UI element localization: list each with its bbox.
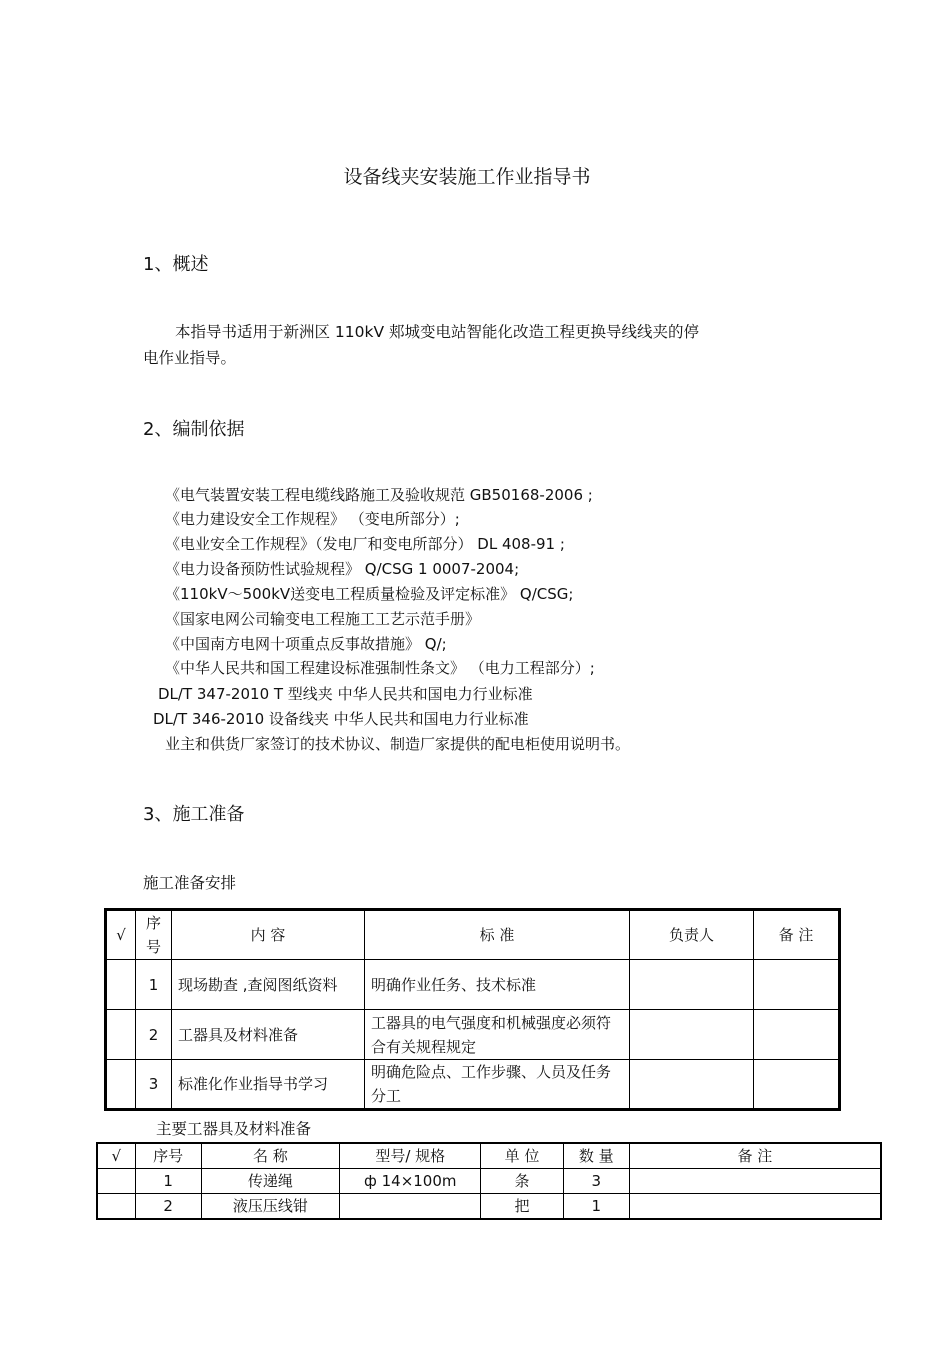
- table-row: [106, 1010, 840, 1060]
- cell-spec: [340, 1194, 481, 1220]
- cell-note: [629, 1194, 881, 1220]
- cell-standard: 明确作业任务、技术标准: [365, 960, 630, 1010]
- header-no: 序号: [135, 1143, 201, 1169]
- header-name: 名 称: [201, 1143, 339, 1169]
- reference-item: 《电业安全工作规程》（发电厂和变电所部分） DL 408-91 ;: [165, 535, 565, 553]
- cell-no: 3: [136, 1060, 172, 1110]
- cell-spec: ф 14×100m: [340, 1169, 481, 1194]
- cell-qty: 1: [563, 1194, 629, 1220]
- cell-name: 传递绳: [201, 1169, 339, 1194]
- table-header-row: [97, 1143, 881, 1169]
- cell-no: 1: [135, 1169, 201, 1194]
- reference-item: 《国家电网公司输变电工程施工工艺示范手册》: [165, 610, 481, 628]
- section-2-heading: 2、编制依据: [143, 419, 245, 440]
- cell-qty: 3: [563, 1169, 629, 1194]
- overview-line-2: 电作业指导。: [143, 349, 237, 367]
- header-no: 序号: [136, 910, 172, 960]
- reference-item: DL/T 346-2010 设备线夹 中华人民共和国电力行业标准: [153, 710, 529, 728]
- overview-line-1: 本指导书适用于新洲区 110kV 郏城变电站智能化改造工程更换导线线夹的停: [175, 323, 700, 341]
- construction-prep-table: [104, 908, 841, 1111]
- header-standard: 标 准: [365, 910, 630, 960]
- reference-item: 《电力设备预防性试验规程》 Q/CSG 1 0007-2004;: [165, 560, 520, 578]
- reference-item: 《电气装置安装工程电缆线路施工及验收规范 GB50168-2006 ;: [165, 486, 593, 504]
- header-check: √: [97, 1143, 135, 1169]
- header-spec: 型号/ 规格: [340, 1143, 481, 1169]
- reference-item: 《中华人民共和国工程建设标准强制性条文》 （电力工程部分）;: [165, 659, 595, 677]
- cell-check: [106, 960, 136, 1010]
- cell-name: 液压压线钳: [201, 1194, 339, 1220]
- cell-standard: 明确危险点、工作步骤、人员及任务分工: [365, 1060, 630, 1110]
- tools-materials-table: [96, 1142, 882, 1220]
- header-owner: 负责人: [630, 910, 754, 960]
- header-check: √: [106, 910, 136, 960]
- table2-caption: 主要工器具及材料准备: [156, 1120, 312, 1138]
- header-unit: 单 位: [481, 1143, 563, 1169]
- document-title: 设备线夹安装施工作业指导书: [343, 166, 591, 188]
- section-3-heading: 3、施工准备: [143, 804, 245, 825]
- cell-check: [97, 1194, 135, 1220]
- cell-owner: [630, 1060, 754, 1110]
- cell-content: 标准化作业指导书学习: [172, 1060, 365, 1110]
- cell-note: [754, 1060, 840, 1110]
- reference-item: 《110kV～500kV送变电工程质量检验及评定标准》 Q/CSG;: [165, 585, 574, 603]
- cell-content: 现场勘查 ,查阅图纸资料: [172, 960, 365, 1010]
- table1-caption: 施工准备安排: [143, 874, 237, 892]
- section-1-heading: 1、概述: [143, 254, 209, 275]
- cell-note: [754, 960, 840, 1010]
- table-header-row: [106, 910, 840, 960]
- cell-content: 工器具及材料准备: [172, 1010, 365, 1060]
- cell-no: 1: [136, 960, 172, 1010]
- reference-item: DL/T 347-2010 T 型线夹 中华人民共和国电力行业标准: [158, 685, 533, 703]
- cell-standard: 工器具的电气强度和机械强度必须符合有关规程规定: [365, 1010, 630, 1060]
- cell-no: 2: [136, 1010, 172, 1060]
- header-note: 备 注: [754, 910, 840, 960]
- cell-note: [754, 1010, 840, 1060]
- cell-owner: [630, 1010, 754, 1060]
- reference-item: 业主和供货厂家签订的技术协议、制造厂家提供的配电柜使用说明书。: [165, 735, 631, 753]
- table-row: [97, 1194, 881, 1220]
- cell-note: [629, 1169, 881, 1194]
- cell-check: [106, 1010, 136, 1060]
- cell-check: [97, 1169, 135, 1194]
- cell-owner: [630, 960, 754, 1010]
- header-qty: 数 量: [563, 1143, 629, 1169]
- table-row: [97, 1169, 881, 1194]
- cell-no: 2: [135, 1194, 201, 1220]
- cell-unit: 把: [481, 1194, 563, 1220]
- cell-check: [106, 1060, 136, 1110]
- reference-item: 《电力建设安全工作规程》 （变电所部分）;: [165, 510, 460, 528]
- table-row: [106, 960, 840, 1010]
- header-content: 内 容: [172, 910, 365, 960]
- table-row: [106, 1060, 840, 1110]
- cell-unit: 条: [481, 1169, 563, 1194]
- reference-item: 《中国南方电网十项重点反事故措施》 Q/;: [165, 635, 447, 653]
- header-note: 备 注: [629, 1143, 881, 1169]
